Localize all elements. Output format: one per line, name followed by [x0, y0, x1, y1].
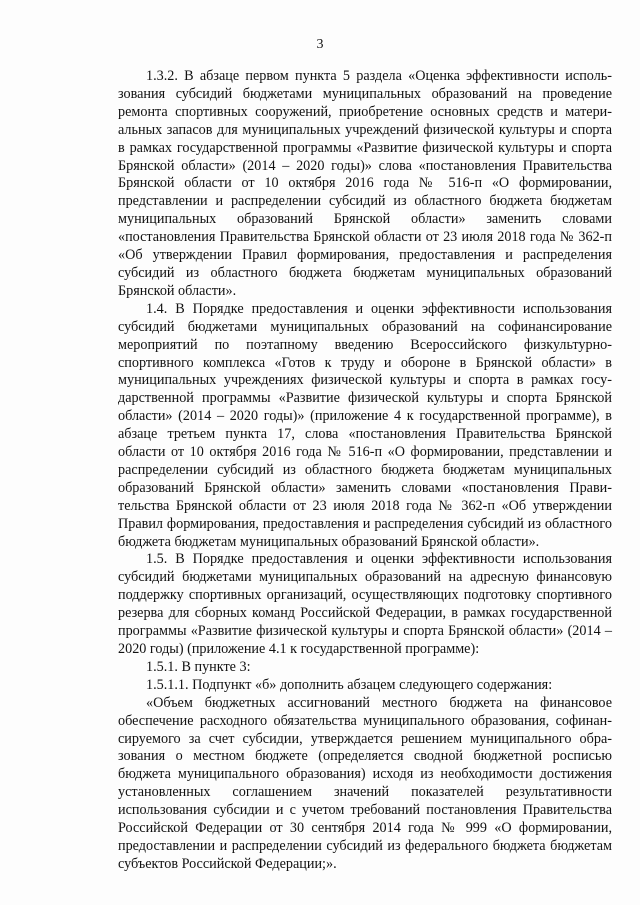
paragraph-1-5-1: 1.5.1. В пункте 3: [146, 658, 251, 675]
page-number: 3 [316, 37, 324, 52]
paragraph-1-5: 1.5. В Порядке предоставления и оценки эффективности использования субсидий бюджетами муниципальных образований на адресную финансовую поддержку спортивных организаций, осуществляющих подготовку спортивного резерва для сборных команд Российской Федерации, в рамках государственной программы «Развитие физической культуры и спорта Брянской области» (2014 – 2020 годы) (приложение 4.1 к государственной программе): [118, 551, 612, 657]
paragraph-1-5-1-1: 1.5.1.1. Подпункт «б» дополнить абзацем следующего содержания: [146, 676, 553, 693]
paragraph-1-3-2: 1.3.2. В абзаце первом пункта 5 раздела «Оценка эффективности использования субсидий бюджетами муниципальных образований на проведение ремонта спортивных сооружений, приобретение основных средств и материальных запасов для муниципальных учреждений физической культуры и спорта в рамках государственной программы «Развитие физической культуры и спорта Брянской области» (2014 – 2020 годы)» слова «постановления Правительства Брянской области от 10 октября 2016 года № 516-п «О формировании, представлении и распределении субсидий из областного бюджета бюджетам муниципальных образований Брянской области» заменить словами «постановления Правительства Брянской области от 23 июля 2018 года № 362-п «Об утверждении Правил формирования, предоставления и распределения субсидий из областного бюджета бюджетам муниципальных образований Брянской области». [118, 68, 612, 299]
paragraph-quoted-amendment: «Объем бюджетных ассигнований местного бюджета на финансовое обеспечение расходного обязательства муниципального образования, софинансируемого за счет субсидии, утверждается решением муниципального образования о местном бюджете (определяется сводной бюджетной росписью бюджета муниципального образования) исходя из необходимости достижения установленных соглашением значений показателей результативности использования субсидии и с учетом требований постановления Правительства Российской Федерации от 30 сентября 2014 года № 999 «О формировании, предоставлении и распределении субсидий из федерального бюджета бюджетам субъектов Российской Федерации;». [118, 694, 612, 872]
document-body [118, 68, 612, 874]
paragraph-1-4: 1.4. В Порядке предоставления и оценки эффективности использования субсидий бюджетами муниципальных образований на софинансирование мероприятий по поэтапному введению Всероссийского физкультурно-спортивного комплекса «Готов к труду и обороне в Брянской области» в муниципальных учреждениях физической культуры и спорта в рамках государственной программы «Развитие физической культуры и спорта Брянской области» (2014 – 2020 годы)» (приложение 4 к государственной программе), в абзаце третьем пункта 17, слова «постановления Правительства Брянской области от 10 октября 2016 года № 516-п «О формировании, представлении и распределении субсидий из областного бюджета бюджетам муниципальных образований Брянской области» заменить словами «постановления Правительства Брянской области от 23 июля 2018 года № 362-п «Об утверждении Правил формирования, предоставления и распределения субсидий из областного бюджета бюджетам муниципальных образований Брянской области». [118, 300, 612, 550]
